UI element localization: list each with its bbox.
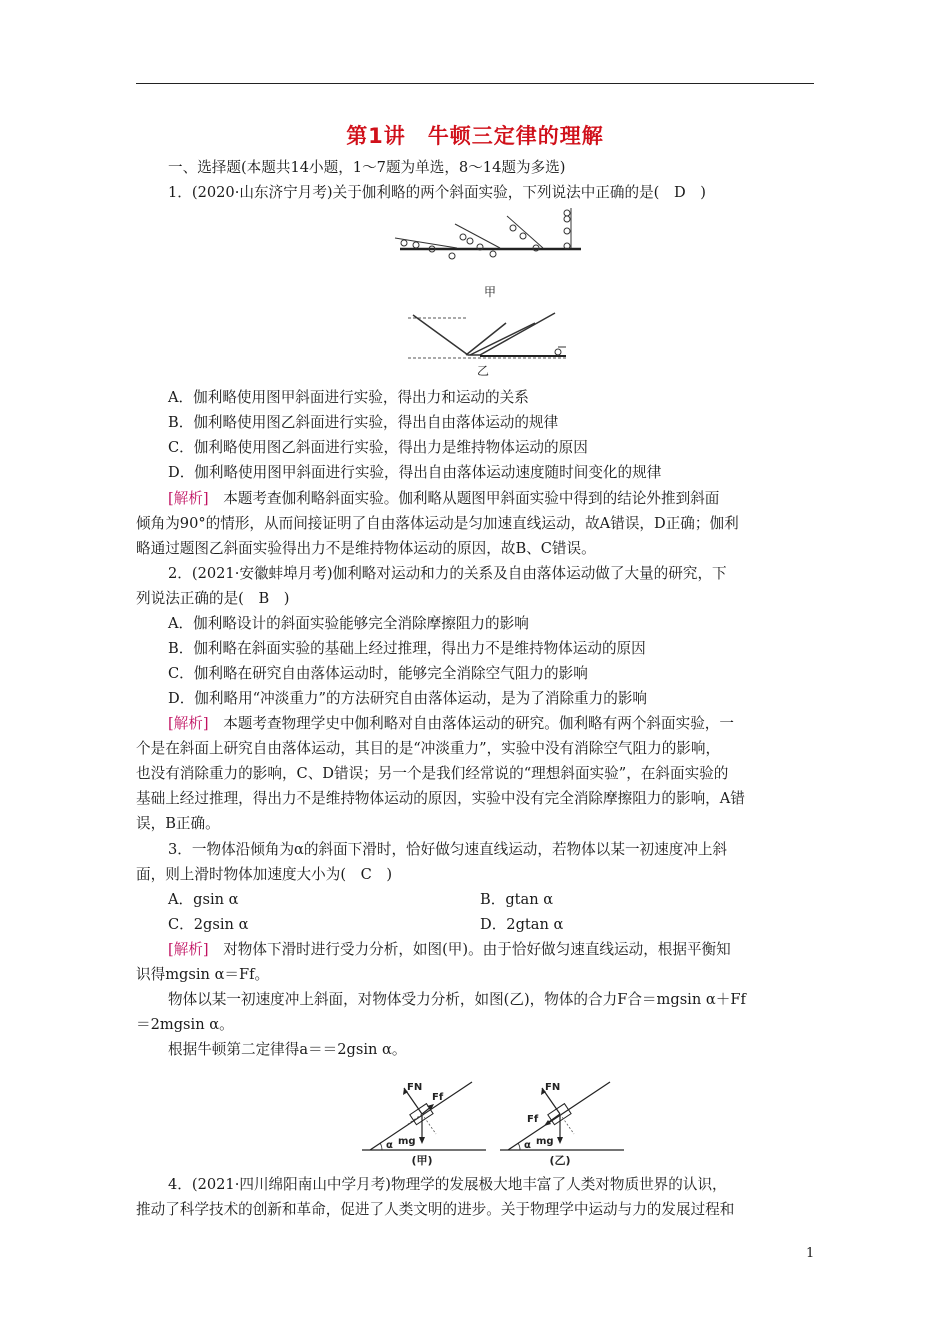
- q1-fig-label-jia: 甲: [483, 285, 497, 299]
- q3-option-b: B．gtan α: [480, 891, 554, 908]
- q3-figure-yi: [500, 1070, 625, 1165]
- q3-fig-yi-alpha: α: [524, 1140, 531, 1151]
- q3-fig-jia-caption: (甲): [411, 1154, 433, 1167]
- q2-analysis-line: 个是在斜面上研究自由落体运动，其目的是“冲淡重力”，实验中没有消除空气阻力的影响，: [136, 740, 721, 757]
- q2-analysis-tag: [解析]: [168, 715, 209, 732]
- q4-stem: 4．(2021·四川绵阳南山中学月考)物理学的发展极大地丰富了人类对物质世界的认识，: [168, 1176, 727, 1193]
- q2-option-a: A．伽利略设计的斜面实验能够完全消除摩擦阻力的影响: [168, 615, 529, 632]
- q1-analysis-tag: [解析]: [168, 490, 209, 507]
- q2-option-c: C．伽利略在研究自由落体运动时，能够完全消除空气阻力的影响: [168, 665, 588, 682]
- q3-analysis-line: 识得mgsin α＝Ff。: [136, 966, 270, 983]
- q1-figure-yi: [408, 305, 573, 380]
- q2-analysis-line: 误，B正确。: [136, 815, 220, 832]
- q1-option-b: B．伽利略使用图乙斜面进行实验，得出自由落体运动的规律: [168, 414, 559, 431]
- q3-option-a: A．gsin α: [168, 891, 239, 908]
- q3-figure-jia: [362, 1070, 487, 1165]
- q2-stem: 列说法正确的是( B ): [136, 590, 290, 607]
- q2-analysis-line: 基础上经过推理，得出力不是维持物体运动的原因，实验中没有完全消除摩擦阻力的影响，A错: [136, 790, 745, 807]
- q2-stem: 2．(2021·安徽蚌埠月考)伽利略对运动和力的关系及自由落体运动做了大量的研究，下: [168, 565, 727, 582]
- q3-fig-jia-ff: Ff: [432, 1092, 444, 1103]
- q3-fig-jia-fn: FN: [407, 1082, 423, 1093]
- q3-analysis-line: 根据牛顿第二定律得a＝＝2gsin α。: [168, 1041, 407, 1058]
- q1-stem: 1．(2020·山东济宁月考)关于伽利略的两个斜面实验，下列说法中正确的是( D ): [168, 184, 706, 201]
- q3-fig-yi-ff: Ff: [527, 1114, 539, 1125]
- q2-option-b: B．伽利略在斜面实验的基础上经过推理，得出力不是维持物体运动的原因: [168, 640, 646, 657]
- q3-fig-jia-alpha: α: [386, 1140, 393, 1151]
- q3-fig-yi-caption: (乙): [549, 1154, 571, 1167]
- q1-fig-label-yi: 乙: [476, 364, 490, 378]
- q3-option-d: D．2gtan α: [480, 916, 564, 933]
- q3-analysis-line: ＝2mgsin α。: [136, 1016, 234, 1033]
- q1-option-c: C．伽利略使用图乙斜面进行实验，得出力是维持物体运动的原因: [168, 439, 588, 456]
- q3-fig-jia-mg: mg: [398, 1136, 416, 1147]
- q1-option-a: A．伽利略使用图甲斜面进行实验，得出力和运动的关系: [168, 389, 529, 406]
- q1-option-d: D．伽利略使用图甲斜面进行实验，得出自由落体运动速度随时间变化的规律: [168, 464, 662, 481]
- q3-fig-yi-mg: mg: [536, 1136, 554, 1147]
- q4-stem: 推动了科学技术的创新和革命，促进了人类文明的进步。关于物理学中运动与力的发展过程和: [136, 1201, 735, 1218]
- q2-analysis-line: [解析] 本题考查物理学史中伽利略对自由落体运动的研究。伽利略有两个斜面实验，一: [168, 715, 734, 732]
- q3-stem: 面，则上滑时物体加速度大小为( C ): [136, 866, 393, 883]
- q3-analysis-line: 物体以某一初速度冲上斜面，对物体受力分析，如图(乙)，物体的合力F合＝mgsin α＋Ff: [168, 991, 746, 1008]
- q1-analysis-line: 略通过题图乙斜面实验得出力不是维持物体运动的原因，故B、C错误。: [136, 540, 596, 557]
- q1-figure-jia: [395, 208, 585, 303]
- q3-analysis-tag: [解析]: [168, 941, 209, 958]
- q3-fig-yi-fn: FN: [545, 1082, 561, 1093]
- q3-stem: 3．一物体沿倾角为α的斜面下滑时，恰好做匀速直线运动，若物体以某一初速度冲上斜: [168, 841, 728, 858]
- q3-option-c: C．2gsin α: [168, 916, 249, 933]
- q1-analysis-line: [解析] 本题考查伽利略斜面实验。伽利略从题图甲斜面实验中得到的结论外推到斜面: [168, 490, 720, 507]
- section-header: 一、选择题(本题共14小题，1～7题为单选，8～14题为多选): [168, 159, 566, 176]
- page-title: 第1讲 牛顿三定律的理解: [346, 124, 604, 148]
- q2-analysis-line: 也没有消除重力的影响，C、D错误；另一个是我们经常说的“理想斜面实验”，在斜面实验的: [136, 765, 729, 782]
- q3-analysis-line: [解析] 对物体下滑时进行受力分析，如图(甲)。由于恰好做匀速直线运动，根据平衡知: [168, 941, 731, 958]
- q2-option-d: D．伽利略用“冲淡重力”的方法研究自由落体运动，是为了消除重力的影响: [168, 690, 648, 707]
- header-rule: [136, 83, 814, 84]
- q1-analysis-line: 倾角为90°的情形，从而间接证明了自由落体运动是匀加速直线运动，故A错误，D正确；伽利: [136, 515, 739, 532]
- page-number: 1: [806, 1246, 815, 1261]
